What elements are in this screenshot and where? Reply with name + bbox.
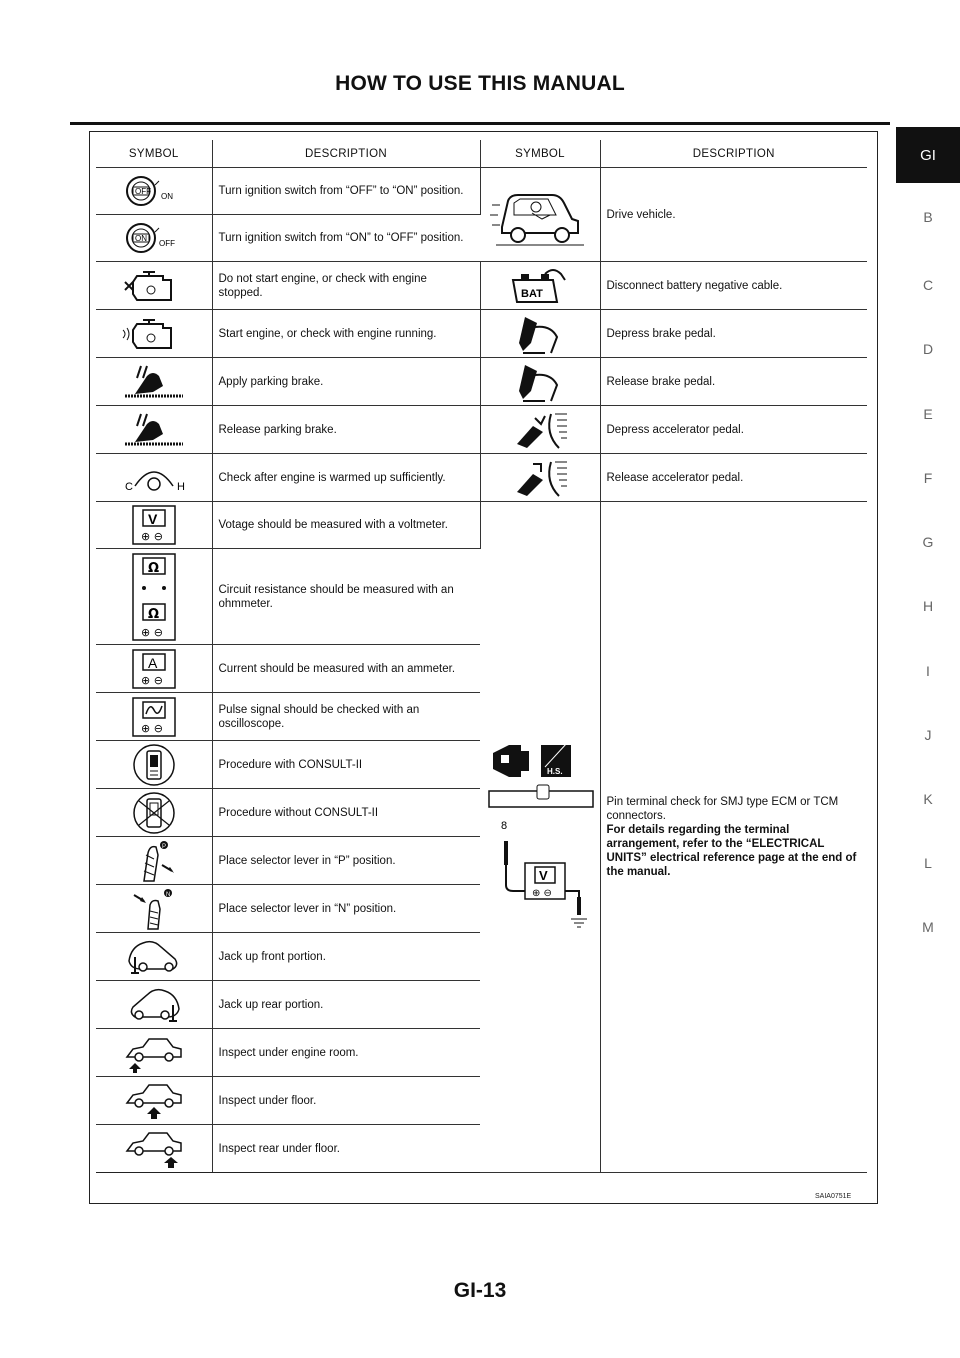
- release-accelerator-icon: [505, 458, 575, 498]
- apply-parking-brake-icon: [119, 362, 189, 402]
- page-title: HOW TO USE THIS MANUAL: [335, 72, 625, 95]
- description-cell: Apply parking brake.: [212, 358, 480, 406]
- table-row: [96, 358, 867, 406]
- description-cell: Current should be measured with an ammeter.: [212, 645, 480, 693]
- table-row: [96, 168, 867, 215]
- symbol-label: Ω: [147, 560, 159, 576]
- pin-check-note: For details regarding the terminal arrangement, refer to the “ELECTRICAL UNITS” electrical reference page at the end of the manual.: [606, 824, 857, 878]
- description-cell: Turn ignition switch from “OFF” to “ON” position.: [212, 168, 480, 215]
- oscilloscope-icon: [129, 696, 179, 738]
- symbol-label: 8: [500, 820, 507, 832]
- description-cell: Drive vehicle.: [600, 168, 867, 262]
- title-rule: [70, 122, 890, 125]
- pin-terminal-check-icon: [487, 737, 597, 937]
- release-brake-pedal-icon: [505, 361, 575, 403]
- section-tab-gi[interactable]: GI: [896, 127, 960, 183]
- description-cell: Disconnect battery negative cable.: [600, 262, 867, 310]
- figure-code: SAIA0751E: [815, 1193, 852, 1200]
- symbol-label: ⊕ ⊖: [531, 888, 552, 899]
- section-tab-k[interactable]: K: [923, 791, 933, 807]
- symbol-label: P: [161, 843, 166, 850]
- symbol-label: C: [124, 480, 133, 493]
- section-tab-m[interactable]: M: [922, 919, 934, 935]
- symbol-label: BAT: [521, 287, 543, 300]
- description-cell: Start engine, or check with engine running.: [212, 310, 480, 358]
- ignition-on-off-icon: [119, 218, 189, 258]
- description-cell: Release parking brake.: [212, 406, 480, 454]
- selector-lever-p-icon: [124, 839, 184, 883]
- column-header-symbol: SYMBOL: [96, 140, 212, 168]
- section-tab-j[interactable]: J: [924, 727, 932, 743]
- column-header-description: DESCRIPTION: [600, 140, 867, 168]
- voltmeter-icon: [129, 504, 179, 546]
- description-cell: Place selector lever in “N” position.: [212, 885, 480, 933]
- engine-stopped-icon: [119, 266, 189, 306]
- symbol-label: ⊕ ⊖: [140, 625, 163, 639]
- section-tab-g[interactable]: G: [922, 534, 934, 550]
- inspect-rear-floor-icon: [119, 1129, 189, 1169]
- section-tab-d[interactable]: D: [922, 341, 934, 357]
- description-cell: Votage should be measured with a voltmeter.: [212, 502, 480, 549]
- symbol-label: ⊕ ⊖: [140, 721, 163, 735]
- table-row: [96, 310, 867, 358]
- inspect-engine-room-icon: [119, 1033, 189, 1073]
- battery-icon: [505, 266, 575, 306]
- jack-up-front-icon: [119, 937, 189, 977]
- column-header-description: DESCRIPTION: [212, 140, 480, 168]
- depress-accelerator-icon: [505, 410, 575, 450]
- temperature-gauge-icon: [119, 458, 189, 498]
- symbol-label: H: [176, 480, 185, 493]
- section-tab-h[interactable]: H: [922, 598, 934, 614]
- description-cell: Release accelerator pedal.: [600, 454, 867, 502]
- section-tab-e[interactable]: E: [923, 406, 933, 422]
- description-cell: Pulse signal should be checked with an oscilloscope.: [212, 693, 480, 741]
- section-tab-f[interactable]: F: [923, 470, 933, 486]
- description-cell: [600, 502, 867, 1173]
- description-cell: Jack up rear portion.: [212, 981, 480, 1029]
- description-cell: Do not start engine, or check with engine stopped.: [212, 262, 480, 310]
- description-cell: Check after engine is warmed up sufficiently.: [212, 454, 480, 502]
- ohmmeter-icon: [129, 552, 179, 642]
- description-cell: Place selector lever in “P” position.: [212, 837, 480, 885]
- description-cell: Inspect under floor.: [212, 1077, 480, 1125]
- table-row: [96, 262, 867, 310]
- section-tab-i[interactable]: I: [926, 663, 930, 679]
- description-cell: Inspect rear under floor.: [212, 1125, 480, 1173]
- symbol-table: [96, 140, 867, 1173]
- description-cell: Procedure with CONSULT-II: [212, 741, 480, 789]
- ammeter-icon: [129, 648, 179, 690]
- symbol-label: V: [538, 868, 548, 883]
- symbol-label: N: [165, 891, 171, 898]
- description-cell: Jack up front portion.: [212, 933, 480, 981]
- column-header-symbol: SYMBOL: [480, 140, 600, 168]
- no-consult-ii-icon: [129, 791, 179, 835]
- section-tab-b[interactable]: B: [923, 209, 933, 225]
- symbol-label: Ω: [147, 606, 159, 622]
- section-tab-c[interactable]: C: [922, 277, 934, 293]
- description-cell: Release brake pedal.: [600, 358, 867, 406]
- selector-lever-n-icon: [124, 887, 184, 931]
- description-cell: Circuit resistance should be measured with an ohmmeter.: [212, 549, 480, 645]
- table-row: [96, 406, 867, 454]
- consult-ii-icon: [129, 743, 179, 787]
- drive-vehicle-icon: [490, 175, 590, 255]
- symbol-label: A: [147, 654, 158, 671]
- symbol-label: ⊕ ⊖: [140, 673, 163, 687]
- symbol-label: ON: [160, 192, 173, 201]
- symbol-label: V: [147, 511, 158, 527]
- table-header-row: [96, 140, 867, 168]
- ignition-off-on-icon: [119, 171, 189, 211]
- page-number: GI-13: [453, 1279, 507, 1302]
- description-cell: Depress accelerator pedal.: [600, 406, 867, 454]
- description-cell: Procedure without CONSULT-II: [212, 789, 480, 837]
- inspect-floor-icon: [119, 1081, 189, 1121]
- release-parking-brake-icon: [119, 410, 189, 450]
- description-cell: Depress brake pedal.: [600, 310, 867, 358]
- description-cell: Turn ignition switch from “ON” to “OFF” position.: [212, 215, 480, 262]
- pin-check-description: Pin terminal check for SMJ type ECM or TCM connectors.: [606, 796, 839, 822]
- jack-up-rear-icon: [119, 985, 189, 1025]
- symbol-label: OFF: [134, 187, 151, 196]
- symbol-label: ON: [134, 234, 147, 243]
- table-row: [96, 502, 867, 549]
- section-tab-l[interactable]: L: [924, 855, 932, 871]
- engine-running-icon: [119, 314, 189, 354]
- table-row: [96, 454, 867, 502]
- description-cell: Inspect under engine room.: [212, 1029, 480, 1077]
- symbol-label: H.S.: [546, 767, 563, 776]
- depress-brake-pedal-icon: [505, 313, 575, 355]
- symbol-label: OFF: [158, 239, 175, 248]
- symbol-label: ⊕ ⊖: [140, 530, 163, 543]
